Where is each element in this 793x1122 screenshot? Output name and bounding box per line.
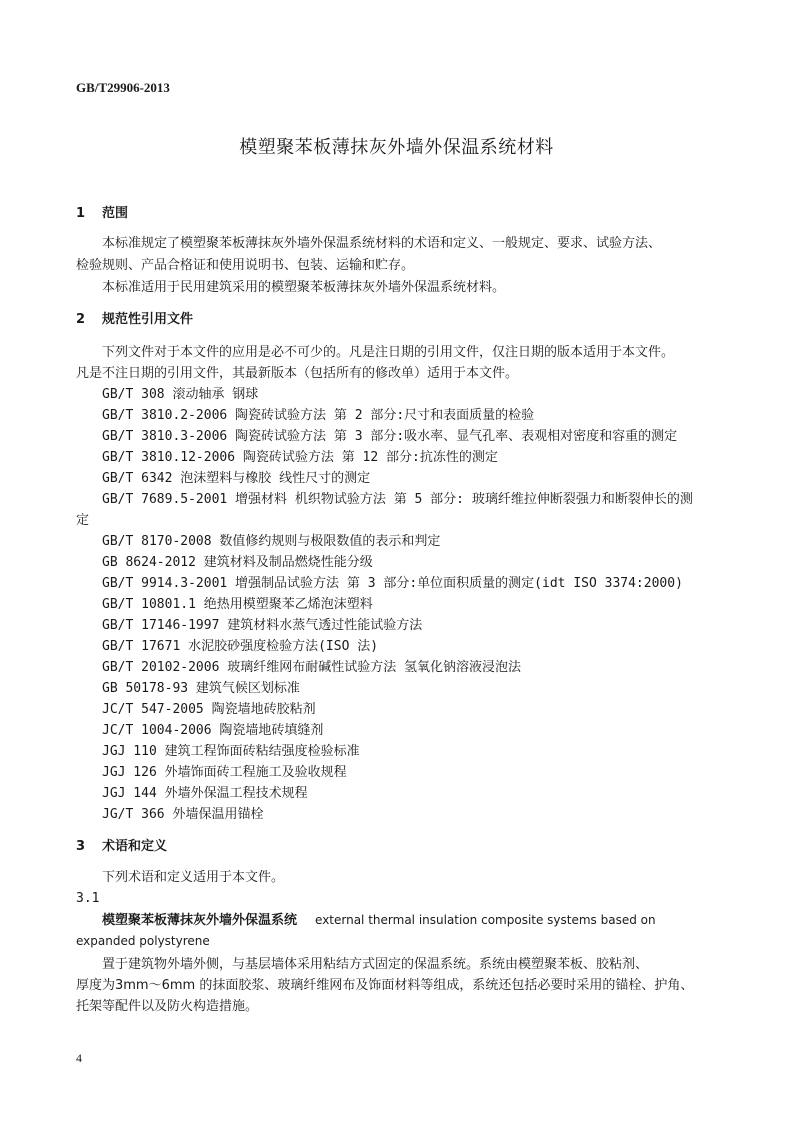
reference-item: JGJ 126 外墙饰面砖工程施工及验收规程 xyxy=(102,765,347,780)
reference-item: GB/T 17671 水泥胶砂强度检验方法(ISO 法) xyxy=(102,639,379,654)
section-title: 术语和定义 xyxy=(102,839,168,854)
term-chinese: 模塑聚苯板薄抹灰外墙外保温系统 xyxy=(102,913,298,928)
definition-line: 托架等配件以及防火构造措施。 xyxy=(76,999,259,1014)
term-number: 3.1 xyxy=(76,891,100,906)
reference-item: GB/T 8170-2008 数值修约规则与极限数值的表示和判定 xyxy=(102,534,441,549)
reference-item: JG/T 366 外墙保温用锚栓 xyxy=(102,807,264,822)
reference-item: GB 50178-93 建筑气候区划标准 xyxy=(102,681,300,696)
reference-item: JGJ 144 外墙外保温工程技术规程 xyxy=(102,786,308,801)
document-title: 模塑聚苯板薄抹灰外墙外保温系统材料 xyxy=(239,137,554,158)
reference-item: JC/T 547-2005 陶瓷墙地砖胶粘剂 xyxy=(102,702,316,717)
reference-item: GB/T 3810.2-2006 陶瓷砖试验方法 第 2 部分:尺寸和表面质量的检验 xyxy=(102,408,535,423)
reference-item: GB/T 3810.12-2006 陶瓷砖试验方法 第 12 部分:抗冻性的测定 xyxy=(102,450,498,465)
standard-code: GB/T29906-2013 xyxy=(76,80,170,95)
paragraph-line: 凡是不注日期的引用文件，其最新版本（包括所有的修改单）适用于本文件。 xyxy=(76,366,519,381)
reference-item: JC/T 1004-2006 陶瓷墙地砖填缝剂 xyxy=(102,723,324,738)
term-line xyxy=(102,910,656,931)
reference-item: GB/T 308 滚动轴承 钢球 xyxy=(102,387,259,402)
reference-item: GB 8624-2012 建筑材料及制品燃烧性能分级 xyxy=(102,555,373,570)
paragraph-line: 下列文件对于本文件的应用是必不可少的。凡是注日期的引用文件，仅注日期的版本适用于本文件。 xyxy=(102,345,675,360)
section-2-heading xyxy=(76,309,193,330)
reference-item: GB/T 3810.3-2006 陶瓷砖试验方法 第 3 部分:吸水率、显气孔率、表观相对密度和容重的测定 xyxy=(102,429,678,444)
reference-item: GB/T 20102-2006 玻璃纤维网布耐碱性试验方法 氢氧化钠溶液浸泡法 xyxy=(102,660,522,675)
definition-line: 厚度为3mm～6mm 的抹面胶浆、玻璃纤维网布及饰面材料等组成，系统还包括必要时采用的锚栓、护角、 xyxy=(76,978,694,993)
reference-item: GB/T 17146-1997 建筑材料水蒸气透过性能试验方法 xyxy=(102,618,423,633)
section-title: 规范性引用文件 xyxy=(102,312,194,327)
section-1-heading xyxy=(76,203,128,224)
reference-item: GB/T 9914.3-2001 增强制品试验方法 第 3 部分:单位面积质量的测定(idt ISO 3374:2000) xyxy=(102,576,683,591)
paragraph-line: 本标准规定了模塑聚苯板薄抹灰外墙外保温系统材料的术语和定义、一般规定、要求、试验方法、 xyxy=(102,236,662,251)
section-title: 范围 xyxy=(102,206,129,221)
reference-item: GB/T 10801.1 绝热用模塑聚苯乙烯泡沫塑料 xyxy=(102,597,373,612)
section-number: 1 xyxy=(76,206,86,221)
paragraph-line: 本标准适用于民用建筑采用的模塑聚苯板薄抹灰外墙外保温系统材料。 xyxy=(102,280,506,295)
reference-item: GB/T 7689.5-2001 增强材料 机织物试验方法 第 5 部分: 玻璃纤维拉伸断裂强力和断裂伸长的测 xyxy=(102,492,693,507)
definition-line: 置于建筑物外墙外侧，与基层墙体采用粘结方式固定的保温系统。系统由模塑聚苯板、胶粘剂、 xyxy=(102,957,649,972)
section-number: 2 xyxy=(76,312,86,327)
section-3-heading xyxy=(76,836,167,857)
section-number: 3 xyxy=(76,839,86,854)
reference-item: GB/T 6342 泡沫塑料与橡胶 线性尺寸的测定 xyxy=(102,471,371,486)
reference-item: JGJ 110 建筑工程饰面砖粘结强度检验标准 xyxy=(102,744,360,759)
reference-item: 定 xyxy=(76,513,90,528)
paragraph-line: 下列术语和定义适用于本文件。 xyxy=(102,870,285,885)
term-english-continued: expanded polystyrene xyxy=(76,934,210,948)
term-english: external thermal insulation composite systems based on xyxy=(315,913,656,927)
page-number: 4 xyxy=(76,1051,82,1065)
paragraph-line: 检验规则、产品合格证和使用说明书、包装、运输和贮存。 xyxy=(76,258,415,273)
